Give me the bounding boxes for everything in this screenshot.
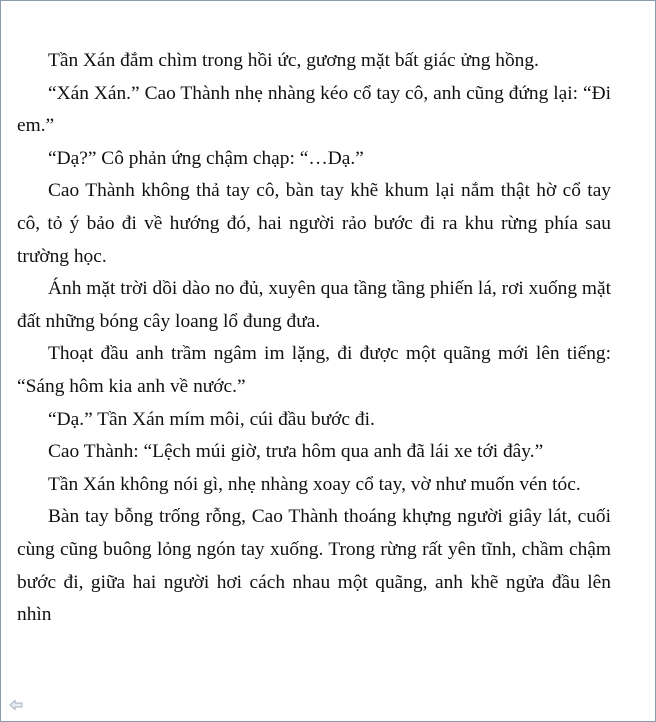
back-arrow-icon[interactable] xyxy=(9,698,23,710)
paragraph: “Dạ?” Cô phản ứng chậm chạp: “…Dạ.” xyxy=(48,147,364,169)
paragraph: Thoạt đầu anh trầm ngâm im lặng, đi được một quãng mới lên tiếng: “Sáng hôm kia anh về nước.” xyxy=(17,343,611,397)
paragraph: Tần Xán đắm chìm trong hồi ức, gương mặt bất giác ửng hồng. xyxy=(48,50,539,71)
paragraph: Cao Thành không thả tay cô, bàn tay khẽ khum lại nắm thật hờ cổ tay cô, tỏ ý bảo đi về hướng đó, hai người rảo bước đi ra khu rừng phía sau trường học. xyxy=(17,180,611,267)
document-page xyxy=(17,45,611,632)
paragraph: Tần Xán không nói gì, nhẹ nhàng xoay cổ tay, vờ như muốn vén tóc. xyxy=(48,473,581,495)
paragraph: Cao Thành: “Lệch múi giờ, trưa hôm qua anh đã lái xe tới đây.” xyxy=(48,441,544,463)
paragraph: Bàn tay bỗng trống rỗng, Cao Thành thoáng khựng người giây lát, cuối cùng cũng buông lỏng ngón tay xuống. Trong rừng rất yên tĩnh, chầm chậm bước đi, giữa hai người hơi cách nhau một quãng, anh khẽ ngửa đầu lên nhìn xyxy=(17,506,611,626)
paragraph: “Dạ.” Tần Xán mím môi, cúi đầu bước đi. xyxy=(48,408,375,430)
paragraph: “Xán Xán.” Cao Thành nhẹ nhàng kéo cổ tay cô, anh cũng đứng lại: “Đi em.” xyxy=(17,82,611,137)
paragraph: Ánh mặt trời dồi dào no đủ, xuyên qua tầng tầng phiến lá, rơi xuống mặt đất những bóng cây loang lổ đung đưa. xyxy=(17,278,611,332)
